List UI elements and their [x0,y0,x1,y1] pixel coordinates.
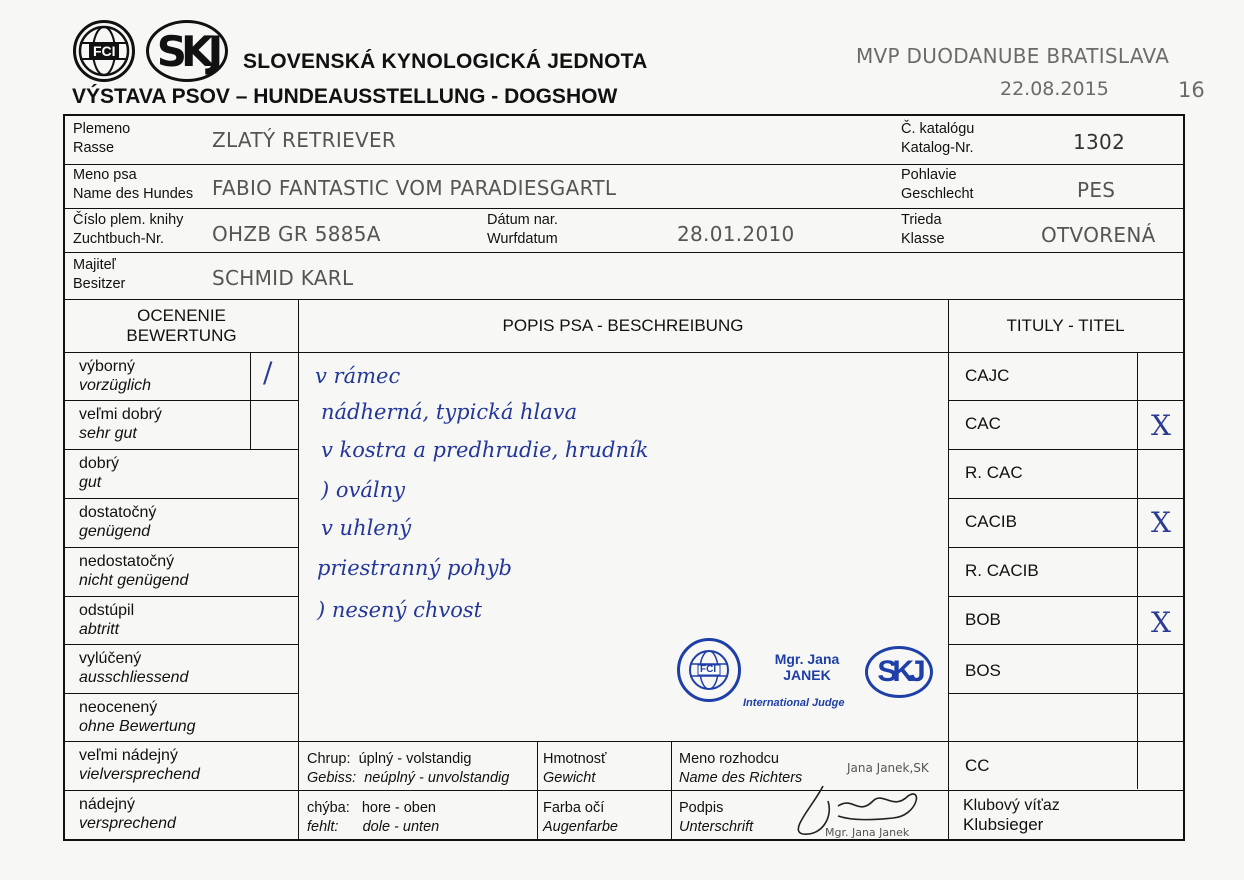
grade-sufficient: dostatočný genügend [79,504,157,540]
title-r-cac: R. CAC [965,463,1023,482]
skj-logo-text: SKJ [156,26,218,76]
catalog-label: Č. katalógu Katalog-Nr. [901,121,975,156]
evaluation-column-header: OCENENIE BEWERTUNG [126,306,237,345]
grade-very-good: veľmi dobrý sehr gut [79,406,162,442]
description-line-3: v kostra a predhrudie, hrudník [321,438,649,462]
eye-color-field: Farba očí Augenfarbe [543,800,618,835]
birth-date-value: 28.01.2010 [677,222,795,246]
weight-field: Hmotnosť Gewicht [543,751,607,786]
title-bob: BOB [965,610,1001,629]
judge-stamp-fci-text: FCI [700,664,717,675]
grade-disqualified: vylúčený ausschliessend [79,650,189,686]
fci-logo [73,20,135,82]
studbook-value: OHZB GR 5885A [212,222,381,246]
show-title: VÝSTAVA PSOV – HUNDEAUSSTELLUNG - DOGSHOW [72,85,618,108]
studbook-label: Číslo plem. knihy Zuchtbuch-Nr. [73,212,184,247]
title-cajc: CAJC [965,366,1010,385]
description-line-7: ) nesený chvost [317,598,483,622]
title-cac: CAC [965,414,1001,433]
organization-title: SLOVENSKÁ KYNOLOGICKÁ JEDNOTA [243,50,648,73]
description-line-1: v rámec [315,364,401,388]
grade-promising: nádejný versprechend [79,796,176,832]
owner-value: SCHMID KARL [212,266,354,290]
catalog-value: 1302 [1073,130,1126,154]
dog-name-label: Meno psa Name des Hundes [73,167,194,202]
grade-withdrawn: odstúpil abtritt [79,602,135,638]
description-line-4: ) oválny [321,478,405,502]
breed-value: ZLATÝ RETRIEVER [212,128,397,152]
judge-name-field: Meno rozhodcu Name des Richters [679,751,803,786]
title-cacib-mark: X [1151,506,1171,539]
event-number: 16 [1178,78,1205,102]
signature-field: Podpis Unterschrift [679,800,754,835]
description-column-header: POPIS PSA - BESCHREIBUNG [502,316,744,335]
grade-very-promising: veľmi nádejný vielversprechend [79,747,200,783]
event-stamp: MVP DUODANUBE BRATISLAVA [856,44,1170,68]
judge-stamp-name: Mgr. Jana JANEK [774,651,840,683]
evaluation-form [63,114,1185,841]
dog-name-value: FABIO FANTASTIC VOM PARADIESGARTL [212,176,617,200]
fci-logo-text: FCI [93,43,116,59]
judge-stamp-skj-logo: SKJ [865,646,933,698]
title-cacib: CACIB [965,512,1017,531]
class-label: Trieda Klasse [901,212,945,247]
grade-insufficient: nedostatočný nicht genügend [79,553,189,589]
title-bob-mark: X [1151,606,1171,639]
grade-not-evaluated: neocenený ohne Bewertung [79,699,196,735]
signature-stamp-text: Mgr. Jana Janek [825,826,910,839]
teeth-field: Chrup: úplný - volstandig Gebiss: neúplný - unvolstandig [307,751,510,786]
description-line-6: priestranný pohyb [317,556,512,580]
class-value: OTVORENÁ [1041,223,1156,247]
description-line-2: nádherná, typická hlava [321,400,578,424]
title-r-cacib: R. CACIB [965,561,1039,580]
judge-name-stamp: Jana Janek,SK [847,761,929,775]
owner-label: Majiteľ Besitzer [73,257,126,292]
grade-excellent: výborný vorzüglich [79,358,152,394]
judge-stamp-fci-seal [677,638,741,702]
title-club-winner: Klubový víťaz Klubsieger [963,797,1060,834]
judge-stamp-role: International Judge [743,697,845,709]
grade-excellent-mark: / [263,356,273,389]
sex-label: Pohlavie Geschlecht [901,167,974,202]
description-line-5: v uhlený [321,516,412,540]
title-cac-mark: X [1151,409,1171,442]
event-date: 22.08.2015 [1000,78,1109,100]
skj-logo [146,20,228,82]
titles-column-header: TITULY - TITEL [1006,316,1125,335]
birth-date-label: Dátum nar. Wurfdatum [487,212,558,247]
breed-label: Plemeno Rasse [73,121,131,156]
grade-good: dobrý gut [79,455,120,491]
title-bos: BOS [965,661,1001,680]
sex-value: PES [1077,178,1116,202]
title-cc: CC [965,756,990,775]
missing-teeth-field: chýba: hore - oben fehlt: dole - unten [307,800,440,835]
